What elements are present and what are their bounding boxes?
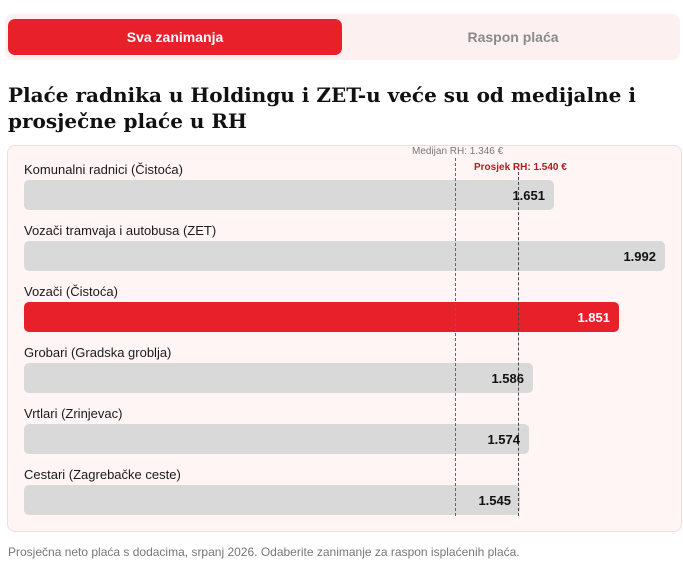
tab-bar bbox=[5, 14, 680, 60]
bar[interactable] bbox=[24, 424, 529, 454]
bar[interactable] bbox=[24, 302, 619, 332]
bar-value-label: 1.651 bbox=[512, 188, 545, 203]
bar-value-label: 1.992 bbox=[623, 249, 656, 264]
bar-value-label: 1.574 bbox=[487, 432, 520, 447]
mean-reference-line bbox=[518, 172, 519, 516]
mean-reference-label: Prosjek RH: 1.540 € bbox=[474, 162, 567, 173]
footnote: Prosječna neto plaća s dodacima, srpanj 2026. Odaberite zanimanje za raspon isplaćenih plaća. bbox=[8, 545, 520, 559]
bar-label: Vozači tramvaja i autobusa (ZET) bbox=[24, 223, 217, 238]
bar-label: Grobari (Gradska groblja) bbox=[24, 345, 172, 360]
bar-label: Cestari (Zagrebačke ceste) bbox=[24, 467, 181, 482]
median-reference-line bbox=[455, 158, 456, 516]
bar-label: Vozači (Čistoća) bbox=[24, 284, 118, 299]
bar[interactable] bbox=[24, 180, 554, 210]
bar[interactable] bbox=[24, 485, 520, 515]
bar-value-label: 1.545 bbox=[478, 493, 511, 508]
bar[interactable] bbox=[24, 363, 533, 393]
bar-label: Vrtlari (Zrinjevac) bbox=[24, 406, 123, 421]
bar-value-label: 1.586 bbox=[491, 371, 524, 386]
median-reference-label: Medijan RH: 1.346 € bbox=[412, 146, 504, 157]
chart-title: Plaće radnika u Holdingu i ZET-u veće su od medijalne i prosječne plaće u RH bbox=[8, 83, 636, 133]
bar-label: Komunalni radnici (Čistoća) bbox=[24, 162, 183, 177]
bar-value-label: 1.851 bbox=[577, 310, 610, 325]
bar[interactable] bbox=[24, 241, 665, 271]
tab-salary-range[interactable]: Raspon plaća bbox=[467, 29, 559, 45]
tab-all-occupations[interactable]: Sva zanimanja bbox=[8, 19, 342, 55]
